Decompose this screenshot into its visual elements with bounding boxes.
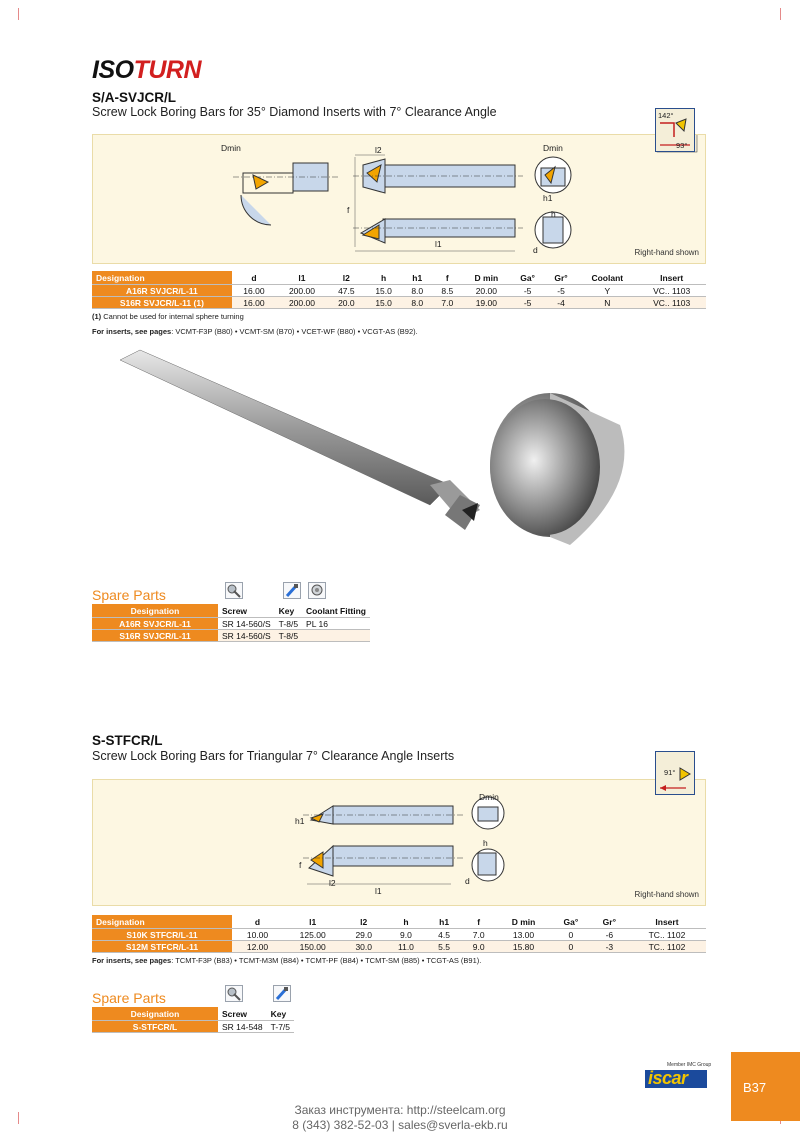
table-row xyxy=(92,941,706,953)
table-cell: 13.00 xyxy=(512,929,535,940)
table-cell: 15.0 xyxy=(365,297,402,309)
col-header: D min xyxy=(462,271,510,285)
table-cell: -6 xyxy=(605,929,614,940)
l1-label: l1 xyxy=(435,239,442,249)
designation-cell: A16R SVJCR/L-11 xyxy=(92,618,218,630)
f-label: f xyxy=(347,205,350,215)
section-title: S/A-SVJCR/L xyxy=(92,90,177,105)
col-header: l1 xyxy=(276,271,328,285)
table-cell: 150.00 xyxy=(283,941,342,953)
col-header: Designation xyxy=(92,1007,218,1021)
h-label: h xyxy=(551,209,556,219)
spec-table xyxy=(92,915,706,953)
table-cell: 19.00 xyxy=(462,297,510,309)
screw-icon xyxy=(225,582,243,599)
col-header: Designation xyxy=(92,915,232,929)
table-cell: 9.0 xyxy=(461,941,496,953)
table-cell: SR 14-560/S xyxy=(222,618,271,629)
table-cell: 7.0 xyxy=(432,297,462,309)
angle-icon xyxy=(656,752,696,796)
h1-label: h1 xyxy=(295,816,305,826)
h-label: h xyxy=(483,838,488,848)
iscar-wordmark: iscar xyxy=(648,1068,688,1088)
product-photo xyxy=(100,345,660,565)
col-header: Gr° xyxy=(591,915,628,929)
table-row xyxy=(92,285,706,297)
h1-label: h1 xyxy=(543,193,553,203)
table-cell: 12.00 xyxy=(232,941,283,953)
page-number: B37 xyxy=(743,1080,767,1095)
d-label: d xyxy=(465,876,470,886)
right-hand-shown: Right-hand shown xyxy=(634,890,699,899)
f-label: f xyxy=(299,860,302,870)
table-cell: T-8/5 xyxy=(275,630,302,642)
col-header: h1 xyxy=(427,915,462,929)
col-header: d xyxy=(232,271,276,285)
col-header: h xyxy=(365,271,402,285)
table-cell: 0 xyxy=(568,929,574,940)
col-header: Gr° xyxy=(545,271,577,285)
table-row xyxy=(92,1021,294,1033)
table-cell: 16.00 xyxy=(243,285,265,296)
col-header: l2 xyxy=(342,915,385,929)
table-cell: 30.0 xyxy=(342,941,385,953)
table-cell: 9.0 xyxy=(400,929,412,940)
technical-diagram xyxy=(92,134,706,264)
table-cell: TC.. 1102 xyxy=(628,941,706,953)
table-cell: 20.00 xyxy=(475,285,497,296)
table-cell: 0 xyxy=(551,941,591,953)
iscar-logo xyxy=(645,1062,715,1090)
table-cell: T-7/5 xyxy=(270,1021,291,1032)
col-header: Ga° xyxy=(510,271,545,285)
col-header: Coolant xyxy=(577,271,637,285)
section-subtitle: Screw Lock Boring Bars for 35° Diamond Inserts with 7° Clearance Angle xyxy=(92,105,497,119)
coolant-fitting-icon xyxy=(308,582,326,599)
col-header: f xyxy=(461,915,496,929)
isoturn-logo: ISOTURN xyxy=(92,56,202,84)
table-cell: -5 xyxy=(557,285,565,296)
col-header: Key xyxy=(275,604,302,618)
table-cell: 11.0 xyxy=(385,941,427,953)
designation-cell: S16R SVJCR/L-11 xyxy=(92,630,218,642)
col-header: Key xyxy=(267,1007,294,1021)
table-cell xyxy=(302,630,370,642)
col-header: l2 xyxy=(328,271,365,285)
table-cell: 200.00 xyxy=(276,297,328,309)
table-cell: 15.80 xyxy=(496,941,551,953)
d-label: d xyxy=(533,245,538,255)
l2-label: l2 xyxy=(329,878,336,888)
angle-badge xyxy=(655,108,695,152)
contact-line: Заказ инструмента: http://steelcam.org xyxy=(294,1103,506,1117)
dmin-label: Dmin xyxy=(221,143,241,153)
key-icon xyxy=(273,985,291,1002)
table-cell: 20.0 xyxy=(328,297,365,309)
contact-line: 8 (343) 382-52-03 | sales@sverla-ekb.ru xyxy=(292,1118,508,1132)
spare-parts-table xyxy=(92,604,370,642)
angle-label: 91° xyxy=(664,768,676,777)
l1-label: l1 xyxy=(375,886,382,896)
table-row xyxy=(92,297,706,309)
table-cell: 7.0 xyxy=(472,929,485,940)
col-header: h xyxy=(385,915,427,929)
crop-mark xyxy=(18,8,19,20)
col-header: l1 xyxy=(283,915,342,929)
table-cell: VC.. 1103 xyxy=(637,297,706,309)
boring-bar-drawing xyxy=(93,780,707,907)
angle-label: 142° xyxy=(658,111,674,120)
table-cell: 29.0 xyxy=(355,929,372,940)
footnote: (1) Cannot be used for internal sphere turning xyxy=(92,312,244,321)
table-cell: 15.0 xyxy=(375,285,392,296)
designation-cell: S16R SVJCR/L-11 (1) xyxy=(92,297,232,309)
table-cell: SR 14-548 xyxy=(222,1021,263,1032)
col-header: Coolant Fitting xyxy=(302,604,370,618)
dmin-label: Dmin xyxy=(543,143,563,153)
spec-table xyxy=(92,271,706,309)
table-cell: TC.. 1102 xyxy=(648,929,686,940)
inserts-reference: For inserts, see pages: VCMT-F3P (B80) • VCMT-SM (B70) • VCET-WF (B80) • VCGT-AS (B92). xyxy=(92,327,418,336)
spare-parts-title: Spare Parts xyxy=(92,587,166,603)
angle-label: 93° xyxy=(676,141,688,150)
col-header: D min xyxy=(496,915,551,929)
table-cell: 5.5 xyxy=(427,941,462,953)
technical-diagram xyxy=(92,779,706,906)
l2-label: l2 xyxy=(375,145,382,155)
col-header: h1 xyxy=(402,271,432,285)
col-header: Insert xyxy=(637,271,706,285)
table-cell: Y xyxy=(604,285,611,296)
designation-cell: S10K STFCR/L-11 xyxy=(92,929,232,941)
spare-parts-table xyxy=(92,1007,294,1033)
table-cell: 4.5 xyxy=(438,929,450,940)
col-header: Designation xyxy=(92,271,232,285)
boring-bar-drawing xyxy=(93,135,707,265)
table-cell: SR 14-560/S xyxy=(218,630,275,642)
dmin-label: Dmin xyxy=(479,792,499,802)
col-header: Designation xyxy=(92,604,218,618)
table-cell: 10.00 xyxy=(246,929,269,940)
col-header: Ga° xyxy=(551,915,591,929)
table-cell: 8.0 xyxy=(402,297,432,309)
table-row xyxy=(92,630,370,642)
angle-badge xyxy=(655,751,695,795)
col-header: d xyxy=(232,915,283,929)
table-cell: T-8/5 xyxy=(278,618,299,629)
section-subtitle: Screw Lock Boring Bars for Triangular 7° Clearance Angle Inserts xyxy=(92,749,455,763)
table-cell: 8.0 xyxy=(411,285,424,296)
table-cell: PL 16 xyxy=(306,618,328,629)
table-cell: -5 xyxy=(510,297,545,309)
spare-parts-title: Spare Parts xyxy=(92,990,166,1006)
table-cell: -4 xyxy=(545,297,577,309)
table-cell: -5 xyxy=(523,285,532,296)
col-header: Screw xyxy=(218,1007,267,1021)
table-cell: 16.00 xyxy=(232,297,276,309)
table-cell: 200.00 xyxy=(288,285,315,296)
designation-cell: A16R SVJCR/L-11 xyxy=(92,285,232,297)
table-row xyxy=(92,618,370,630)
table-cell: N xyxy=(577,297,637,309)
right-hand-shown: Right-hand shown xyxy=(634,248,699,257)
table-cell: 8.5 xyxy=(441,285,454,296)
inserts-reference: For inserts, see pages: TCMT-F3P (B83) • TCMT-M3M (B84) • TCMT-PF (B84) • TCMT-SM (B85) • TCGT-AS (B91). xyxy=(92,956,482,965)
table-cell: 47.5 xyxy=(338,285,355,296)
designation-cell: S-STFCR/L xyxy=(92,1021,218,1033)
key-icon xyxy=(283,582,301,599)
col-header: Screw xyxy=(218,604,275,618)
table-cell: -3 xyxy=(591,941,628,953)
col-header: f xyxy=(432,271,462,285)
col-header: Insert xyxy=(628,915,706,929)
section-title: S-STFCR/L xyxy=(92,733,163,748)
designation-cell: S12M STFCR/L-11 xyxy=(92,941,232,953)
table-cell: VC.. 1103 xyxy=(653,285,691,296)
screw-icon xyxy=(225,985,243,1002)
table-cell: 125.00 xyxy=(299,929,326,940)
table-row xyxy=(92,929,706,941)
member-label: Member IMC Group xyxy=(667,1062,712,1068)
crop-mark xyxy=(780,8,781,20)
